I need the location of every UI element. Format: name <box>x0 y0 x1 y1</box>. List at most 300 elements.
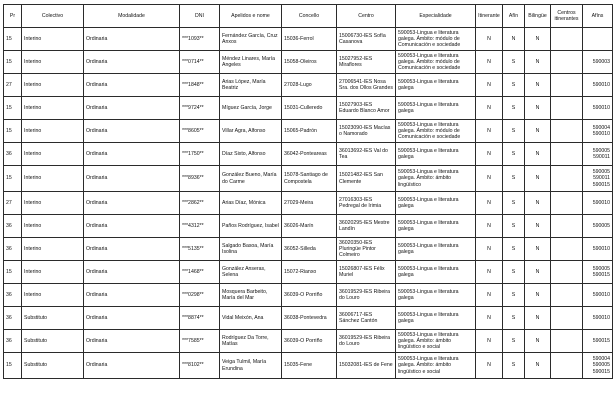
cell-bilingue <box>525 261 551 284</box>
cell-dni <box>180 238 220 261</box>
cell-afins-text: 590010 <box>592 245 610 252</box>
cell-colectivo-text: Interino <box>24 175 42 182</box>
cell-especialidade-text: 590053-Lingua e literatura galega. Ámbito: módulo de Comunicación e sociedade <box>398 29 461 49</box>
cell-afins <box>583 307 613 330</box>
cell-pr <box>4 307 22 330</box>
cell-especialidade-text: 590053-Lingua e literatura galega. Ámbito: ámbito lingüístico <box>398 169 459 188</box>
cell-bilingue-text: N <box>535 150 540 157</box>
cell-especialidade <box>396 166 476 192</box>
cell-afins <box>583 330 613 353</box>
cell-itinerante <box>476 330 503 353</box>
cell-afins-text: 590010 <box>592 199 610 206</box>
cell-modalidade <box>84 51 180 74</box>
cell-bilingue <box>525 28 551 51</box>
cell-itinerante <box>476 28 503 51</box>
cell-centro-text: 36020295-IES Mestre Landín <box>339 219 390 232</box>
cell-centro <box>337 51 396 74</box>
cell-dni-text: ***2862** <box>182 199 204 206</box>
cell-bilingue-text: N <box>535 127 540 134</box>
cell-itinerante <box>476 215 503 238</box>
table-row <box>4 284 613 307</box>
cell-bilingue-text: N <box>535 314 540 321</box>
cell-especialidade <box>396 97 476 120</box>
cell-modalidade <box>84 28 180 51</box>
cell-afin-text: S <box>511 245 516 252</box>
cell-itinerante-text: N <box>487 268 491 275</box>
cell-colectivo <box>22 51 84 74</box>
cell-afin <box>503 143 525 166</box>
cell-concello <box>282 215 337 238</box>
cell-modalidade-text: Ordinaria <box>86 35 108 42</box>
cell-itinerante <box>476 51 503 74</box>
cell-itinerante-text: N <box>487 81 491 88</box>
cell-especialidade-text: 590053-Lingua e literatura galega <box>398 196 459 209</box>
cell-modalidade <box>84 238 180 261</box>
cell-concello <box>282 51 337 74</box>
cell-centro-text: 15023090-IES Macías o Namorado <box>339 124 391 137</box>
cell-especialidade <box>396 330 476 353</box>
cell-bilingue <box>525 284 551 307</box>
cell-dni <box>180 143 220 166</box>
col-header-afin: Afín <box>503 5 525 28</box>
cell-pr-text: 36 <box>6 245 12 252</box>
col-header-especialidade: Especialidade <box>396 5 476 28</box>
cell-colectivo <box>22 261 84 284</box>
cell-afin <box>503 74 525 97</box>
cell-centro <box>337 97 396 120</box>
col-header-centros-itinerantes: Centros itinerantes <box>551 5 583 28</box>
cell-concello-text: 15058-Oleiros <box>284 58 317 65</box>
cell-centros-itinerantes <box>551 192 583 215</box>
table-row <box>4 166 613 192</box>
cell-dni-text: ***1093** <box>182 35 204 42</box>
cell-centro <box>337 28 396 51</box>
cell-concello <box>282 120 337 143</box>
cell-afin <box>503 238 525 261</box>
cell-concello-text: 36026-Marín <box>284 222 314 229</box>
cell-afin <box>503 166 525 192</box>
cell-bilingue <box>525 143 551 166</box>
cell-centro-text: 36020350-IES Pluringüe Pintor Colmeiro <box>339 239 376 259</box>
cell-pr <box>4 330 22 353</box>
cell-pr <box>4 51 22 74</box>
cell-colectivo <box>22 238 84 261</box>
cell-especialidade-text: 590053-Lingua e literatura galega <box>398 219 459 232</box>
cell-colectivo-text: Interino <box>24 35 42 42</box>
cell-afins <box>583 215 613 238</box>
cell-dni <box>180 166 220 192</box>
cell-colectivo <box>22 97 84 120</box>
cell-modalidade-text: Ordinaria <box>86 175 108 182</box>
cell-dni-text: ***1848** <box>182 81 204 88</box>
cell-dni-text: ***8102** <box>182 362 204 369</box>
cell-concello-text: 15031-Culleredo <box>284 104 323 111</box>
table-row <box>4 192 613 215</box>
cell-concello <box>282 143 337 166</box>
cell-afins-text: 590010 <box>592 291 610 298</box>
cell-concello-text: 36052-Silleda <box>284 245 316 252</box>
cell-centro-text: 15021482-IES San Clemente <box>339 172 383 185</box>
cell-pr-text: 27 <box>6 199 12 206</box>
cell-especialidade-text: 590053-Lingua e literatura galega <box>398 147 459 160</box>
cell-dni-text: ***8874** <box>182 314 204 321</box>
table-row <box>4 238 613 261</box>
cell-centros-itinerantes <box>551 261 583 284</box>
cell-concello-text: 36039-O Porriño <box>284 291 323 298</box>
cell-afin-text: S <box>511 291 516 298</box>
cell-modalidade <box>84 353 180 379</box>
cell-apelidos-nome <box>220 307 282 330</box>
table-row <box>4 28 613 51</box>
cell-modalidade <box>84 143 180 166</box>
cell-colectivo-text: Substituto <box>24 362 48 369</box>
cell-pr-text: 36 <box>6 337 12 344</box>
cell-especialidade <box>396 284 476 307</box>
cell-itinerante-text: N <box>487 245 491 252</box>
cell-itinerante <box>476 74 503 97</box>
cell-colectivo-text: Interino <box>24 222 42 229</box>
cell-colectivo <box>22 353 84 379</box>
cell-apelidos-nome-text: González Bueno, María do Carme <box>222 172 277 185</box>
cell-itinerante-text: N <box>487 222 491 229</box>
cell-apelidos-nome-text: Salgado Basoa, María Isolina <box>222 242 274 255</box>
cell-afin-text: S <box>511 199 516 206</box>
cell-afins-text: 590015 <box>592 337 610 344</box>
cell-pr-text: 15 <box>6 268 12 275</box>
cell-apelidos-nome <box>220 215 282 238</box>
cell-bilingue <box>525 192 551 215</box>
cell-colectivo-text: Interino <box>24 245 42 252</box>
cell-afins-text: 590005 <box>592 222 610 229</box>
cell-dni <box>180 330 220 353</box>
cell-modalidade-text: Ordinaria <box>86 245 108 252</box>
col-header-apelidos-nome: Apelidos e nome <box>220 5 282 28</box>
cell-bilingue <box>525 215 551 238</box>
cell-centros-itinerantes <box>551 353 583 379</box>
cell-itinerante-text: N <box>487 104 491 111</box>
cell-centros-itinerantes <box>551 166 583 192</box>
cell-afins <box>583 353 613 379</box>
cell-dni <box>180 28 220 51</box>
cell-centro <box>337 284 396 307</box>
cell-pr-text: 15 <box>6 58 12 65</box>
cell-concello <box>282 166 337 192</box>
cell-bilingue-text: N <box>535 291 540 298</box>
cell-apelidos-nome <box>220 28 282 51</box>
cell-centro-text: 15027952-IES Miraflores <box>339 55 373 68</box>
cell-pr <box>4 120 22 143</box>
cell-afin-text: N <box>511 35 516 42</box>
cell-centro-text: 36019529-IES Ribeira do Louro <box>339 288 391 301</box>
cell-concello <box>282 28 337 51</box>
cell-bilingue-text: N <box>535 81 540 88</box>
cell-concello-text: 36039-O Porriño <box>284 337 323 344</box>
table-row <box>4 215 613 238</box>
cell-modalidade-text: Ordinaria <box>86 291 108 298</box>
cell-centro <box>337 215 396 238</box>
cell-centro-text: 15026807-IES Félix Muriel <box>339 265 385 278</box>
cell-especialidade <box>396 238 476 261</box>
cell-concello <box>282 74 337 97</box>
cell-dni-text: ***7585** <box>182 337 204 344</box>
cell-bilingue <box>525 120 551 143</box>
cell-apelidos-nome <box>220 166 282 192</box>
cell-afins-text: 590003 <box>592 58 610 65</box>
cell-colectivo-text: Interino <box>24 150 42 157</box>
cell-dni <box>180 51 220 74</box>
table-row <box>4 51 613 74</box>
cell-modalidade-text: Ordinaria <box>86 81 108 88</box>
cell-centros-itinerantes <box>551 74 583 97</box>
cell-dni <box>180 120 220 143</box>
cell-itinerante-text: N <box>487 58 491 65</box>
col-header-centro: Centro <box>337 5 396 28</box>
cell-apelidos-nome <box>220 261 282 284</box>
cell-modalidade-text: Ordinaria <box>86 127 108 134</box>
cell-centro <box>337 166 396 192</box>
cell-apelidos-nome-text: González Anseras, Selena <box>222 265 266 278</box>
cell-centro <box>337 120 396 143</box>
cell-bilingue-text: N <box>535 222 540 229</box>
cell-afins <box>583 51 613 74</box>
cell-itinerante-text: N <box>487 362 491 369</box>
cell-apelidos-nome-text: Méndez Linares, María Angeles <box>222 55 276 68</box>
cell-modalidade-text: Ordinaria <box>86 104 108 111</box>
cell-dni <box>180 353 220 379</box>
cell-afin <box>503 120 525 143</box>
cell-apelidos-nome-text: Díaz Sixto, Alfonso <box>222 150 266 157</box>
cell-modalidade <box>84 97 180 120</box>
cell-pr <box>4 284 22 307</box>
cell-centro <box>337 143 396 166</box>
cell-modalidade-text: Ordinaria <box>86 337 108 344</box>
cell-apelidos-nome-text: Arias López, María Beatriz <box>222 78 266 91</box>
cell-afins-text: 590010 <box>592 104 610 111</box>
cell-centro-text: 36013692-IES Val do Tea <box>339 147 388 160</box>
cell-apelidos-nome <box>220 330 282 353</box>
cell-afin-text: S <box>511 175 516 182</box>
cell-dni-text: ***9724** <box>182 104 204 111</box>
cell-bilingue-text: N <box>535 337 540 344</box>
cell-dni <box>180 284 220 307</box>
cell-bilingue-text: N <box>535 268 540 275</box>
cell-centro <box>337 74 396 97</box>
cell-afins <box>583 28 613 51</box>
cell-afin-text: S <box>511 314 516 321</box>
cell-especialidade-text: 590053-Lingua e literatura galega <box>398 288 459 301</box>
cell-concello <box>282 330 337 353</box>
cell-dni-text: ***1750** <box>182 150 204 157</box>
cell-itinerante-text: N <box>487 35 491 42</box>
cell-pr <box>4 192 22 215</box>
cell-concello-text: 27028-Lugo <box>284 81 312 88</box>
table-header-row <box>4 5 613 28</box>
cell-colectivo-text: Substituto <box>24 314 48 321</box>
cell-itinerante <box>476 353 503 379</box>
cell-pr-text: 15 <box>6 362 12 369</box>
cell-bilingue-text: N <box>535 175 540 182</box>
cell-bilingue <box>525 97 551 120</box>
cell-pr <box>4 215 22 238</box>
cell-afins <box>583 120 613 143</box>
cell-centro-text: 36019529-IES Ribeira do Louro <box>339 334 391 347</box>
col-header-concello: Concello <box>282 5 337 28</box>
cell-pr-text: 15 <box>6 175 12 182</box>
cell-concello-text: 36042-Ponteareas <box>284 150 327 157</box>
cell-afin-text: S <box>511 58 516 65</box>
cell-pr <box>4 143 22 166</box>
cell-afin-text: S <box>511 127 516 134</box>
cell-dni <box>180 74 220 97</box>
cell-apelidos-nome <box>220 74 282 97</box>
cell-colectivo <box>22 28 84 51</box>
cell-pr-text: 36 <box>6 150 12 157</box>
cell-apelidos-nome-text: Mosquera Barbeito, María del Mar <box>222 288 268 301</box>
cell-especialidade <box>396 307 476 330</box>
cell-especialidade <box>396 353 476 379</box>
cell-especialidade-text: 590053-Lingua e literatura galega <box>398 265 459 278</box>
cell-centro-text: 15027903-IES Eduardo Blanco Amor <box>339 101 390 114</box>
cell-bilingue <box>525 51 551 74</box>
cell-apelidos-nome-text: Paños Rodríguez, Isabel <box>222 222 279 229</box>
cell-pr-text: 15 <box>6 104 12 111</box>
cell-concello-text: 15035-Fene <box>284 362 312 369</box>
cell-dni-text: ***5135** <box>182 245 204 252</box>
cell-apelidos-nome <box>220 192 282 215</box>
cell-centros-itinerantes <box>551 330 583 353</box>
cell-concello <box>282 261 337 284</box>
cell-afins-text: 590004 590010 <box>592 124 610 137</box>
cell-modalidade <box>84 166 180 192</box>
cell-afin-text: S <box>511 104 516 111</box>
cell-modalidade <box>84 284 180 307</box>
cell-afins-text: 590010 <box>592 314 610 321</box>
cell-itinerante <box>476 120 503 143</box>
cell-especialidade-text: 590053-Lingua e literatura galega. Ámbito: ámbito lingüístico e social <box>398 331 459 351</box>
cell-especialidade <box>396 215 476 238</box>
col-header-bilingue: Bilingüe <box>525 5 551 28</box>
cell-colectivo <box>22 307 84 330</box>
cell-afins-text: 590005 590011 590015 <box>592 169 610 188</box>
cell-colectivo-text: Interino <box>24 268 42 275</box>
cell-bilingue <box>525 353 551 379</box>
cell-afins-text: 590005 590011 <box>592 147 610 160</box>
cell-itinerante <box>476 192 503 215</box>
cell-especialidade <box>396 51 476 74</box>
cell-itinerante <box>476 143 503 166</box>
cell-bilingue-text: N <box>535 199 540 206</box>
table-row <box>4 330 613 353</box>
cell-itinerante-text: N <box>487 337 491 344</box>
table-row <box>4 97 613 120</box>
cell-dni-text: ***4312** <box>182 222 204 229</box>
cell-apelidos-nome <box>220 284 282 307</box>
cell-apelidos-nome-text: Villar Agra, Alfonso <box>222 127 266 134</box>
cell-afins <box>583 74 613 97</box>
cell-itinerante-text: N <box>487 127 491 134</box>
cell-centros-itinerantes <box>551 28 583 51</box>
cell-colectivo-text: Interino <box>24 127 42 134</box>
col-header-modalidade: Modalidade <box>84 5 180 28</box>
cell-centro <box>337 238 396 261</box>
cell-colectivo <box>22 192 84 215</box>
cell-itinerante <box>476 261 503 284</box>
cell-afin <box>503 284 525 307</box>
cell-afins <box>583 192 613 215</box>
cell-especialidade <box>396 261 476 284</box>
cell-modalidade <box>84 120 180 143</box>
cell-afin-text: S <box>511 150 516 157</box>
col-header-afins: Afíns <box>583 5 613 28</box>
cell-concello <box>282 284 337 307</box>
cell-afin-text: S <box>511 362 516 369</box>
cell-colectivo <box>22 284 84 307</box>
cell-afin <box>503 261 525 284</box>
cell-centro-text: 27016303-IES Pedregal de Irimia <box>339 196 382 209</box>
cell-especialidade-text: 590053-Lingua e literatura galega <box>398 78 459 91</box>
cell-especialidade <box>396 192 476 215</box>
cell-dni-text: ***0714** <box>182 58 204 65</box>
cell-afin <box>503 97 525 120</box>
table-body <box>4 28 613 379</box>
cell-itinerante-text: N <box>487 314 491 321</box>
cell-concello <box>282 238 337 261</box>
cell-colectivo-text: Interino <box>24 199 42 206</box>
cell-apelidos-nome <box>220 238 282 261</box>
cell-pr <box>4 261 22 284</box>
cell-especialidade <box>396 74 476 97</box>
cell-itinerante <box>476 284 503 307</box>
cell-pr-text: 36 <box>6 314 12 321</box>
cell-bilingue <box>525 307 551 330</box>
cell-afin <box>503 28 525 51</box>
cell-afin <box>503 192 525 215</box>
cell-bilingue-text: N <box>535 245 540 252</box>
cell-centros-itinerantes <box>551 97 583 120</box>
cell-dni-text: ***8936** <box>182 175 204 182</box>
cell-dni <box>180 215 220 238</box>
cell-afin-text: S <box>511 337 516 344</box>
table-row <box>4 307 613 330</box>
cell-centro-text: 15006730-IES Sofía Casanova <box>339 32 386 45</box>
cell-especialidade-text: 590053-Lingua e literatura galega <box>398 242 459 255</box>
cell-afin <box>503 215 525 238</box>
cell-dni-text: ***1468** <box>182 268 204 275</box>
cell-dni <box>180 192 220 215</box>
col-header-dni: DNI <box>180 5 220 28</box>
cell-apelidos-nome-text: Míguez García, Jorge <box>222 104 272 111</box>
cell-centro <box>337 261 396 284</box>
cell-pr-text: 27 <box>6 81 12 88</box>
cell-modalidade-text: Ordinaria <box>86 222 108 229</box>
cell-itinerante-text: N <box>487 199 491 206</box>
cell-colectivo-text: Interino <box>24 291 42 298</box>
cell-especialidade-text: 590053-Lingua e literatura galega. Ámbito: módulo de Comunicación e sociedade <box>398 121 461 141</box>
cell-colectivo-text: Interino <box>24 58 42 65</box>
cell-bilingue <box>525 238 551 261</box>
cell-afin <box>503 307 525 330</box>
cell-afin <box>503 330 525 353</box>
cell-pr-text: 36 <box>6 222 12 229</box>
cell-especialidade <box>396 143 476 166</box>
assignments-table <box>3 4 613 379</box>
cell-centro <box>337 353 396 379</box>
cell-bilingue-text: N <box>535 58 540 65</box>
cell-concello <box>282 97 337 120</box>
cell-itinerante-text: N <box>487 175 491 182</box>
cell-pr <box>4 97 22 120</box>
cell-afins <box>583 284 613 307</box>
